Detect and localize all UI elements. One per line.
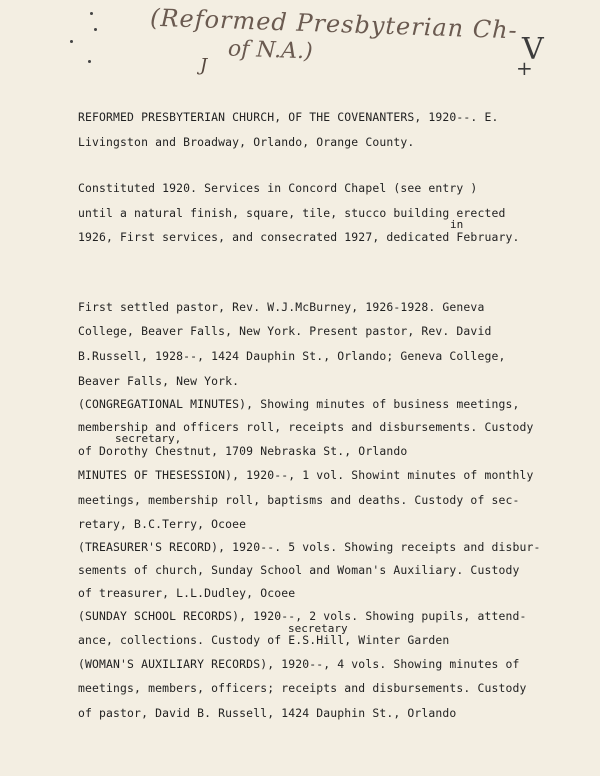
record-line-14: of pastor, David B. Russell, 1424 Dauphin St., Orlando bbox=[78, 706, 457, 720]
record-line-5: meetings, membership roll, baptisms and deaths. Custody of sec- bbox=[78, 493, 520, 507]
intro-line-3: 1926, First services, and consecrated 1927, dedicated February. bbox=[78, 230, 520, 244]
record-line-2: membership and officers roll, receipts and disbursements. Custody bbox=[78, 420, 534, 434]
record-line-1: (CONGREGATIONAL MINUTES), Showing minutes of business meetings, bbox=[78, 397, 520, 411]
pastor-line-2: College, Beaver Falls, New York. Present pastor, Rev. David bbox=[78, 324, 492, 338]
record-insert-secretary-2: secretary bbox=[288, 622, 348, 635]
intro-insert: in bbox=[450, 218, 464, 231]
margin-dot bbox=[88, 60, 91, 63]
pastor-line-3: B.Russell, 1928--, 1424 Dauphin St., Orlando; Geneva College, bbox=[78, 349, 506, 363]
margin-dot bbox=[70, 40, 73, 43]
record-line-11: ance, collections. Custody of E.S.Hill, Winter Garden bbox=[78, 633, 450, 647]
pastor-line-4: Beaver Falls, New York. bbox=[78, 374, 240, 388]
record-line-6: retary, B.C.Terry, Ocoee bbox=[78, 517, 247, 531]
handwritten-note-line-2: of N.A.) bbox=[227, 36, 314, 65]
record-line-12: (WOMAN'S AUXILIARY RECORDS), 1920--, 4 vols. Showing minutes of bbox=[78, 657, 520, 671]
record-line-8: sements of church, Sunday School and Woman's Auxiliary. Custody bbox=[78, 563, 520, 577]
handwritten-note-line-1: (Reformed Presbyterian Ch- bbox=[149, 3, 519, 45]
record-insert-secretary: secretary, bbox=[115, 432, 182, 445]
margin-dot bbox=[94, 28, 97, 31]
record-line-9: of treasurer, L.L.Dudley, Ocoee bbox=[78, 586, 296, 600]
header-line-2: Livingston and Broadway, Orlando, Orange County. bbox=[78, 135, 415, 149]
intro-line-1: Constituted 1920. Services in Concord Chapel (see entry ) bbox=[78, 181, 478, 195]
margin-dot bbox=[90, 12, 93, 15]
handwritten-check-mark: V bbox=[522, 32, 544, 67]
record-line-13: meetings, members, officers; receipts and disbursements. Custody bbox=[78, 681, 527, 695]
record-line-3: of Dorothy Chestnut, 1709 Nebraska St., Orlando bbox=[78, 444, 408, 458]
record-line-7: (TREASURER'S RECORD), 1920--. 5 vols. Showing receipts and disbur- bbox=[78, 540, 541, 554]
handwritten-plus-mark: + bbox=[516, 56, 533, 80]
intro-line-2: until a natural finish, square, tile, stucco building erected bbox=[78, 206, 506, 220]
pastor-line-1: First settled pastor, Rev. W.J.McBurney, 1926-1928. Geneva bbox=[78, 300, 485, 314]
header-line-1: REFORMED PRESBYTERIAN CHURCH, OF THE COVENANTERS, 1920--. E. bbox=[78, 110, 499, 124]
record-line-10: (SUNDAY SCHOOL RECORDS), 1920--, 2 vols. Showing pupils, attend- bbox=[78, 609, 527, 623]
record-line-4: MINUTES OF THESESSION), 1920--, 1 vol. Showint minutes of monthly bbox=[78, 468, 534, 482]
handwritten-mark-left: J bbox=[200, 55, 208, 76]
